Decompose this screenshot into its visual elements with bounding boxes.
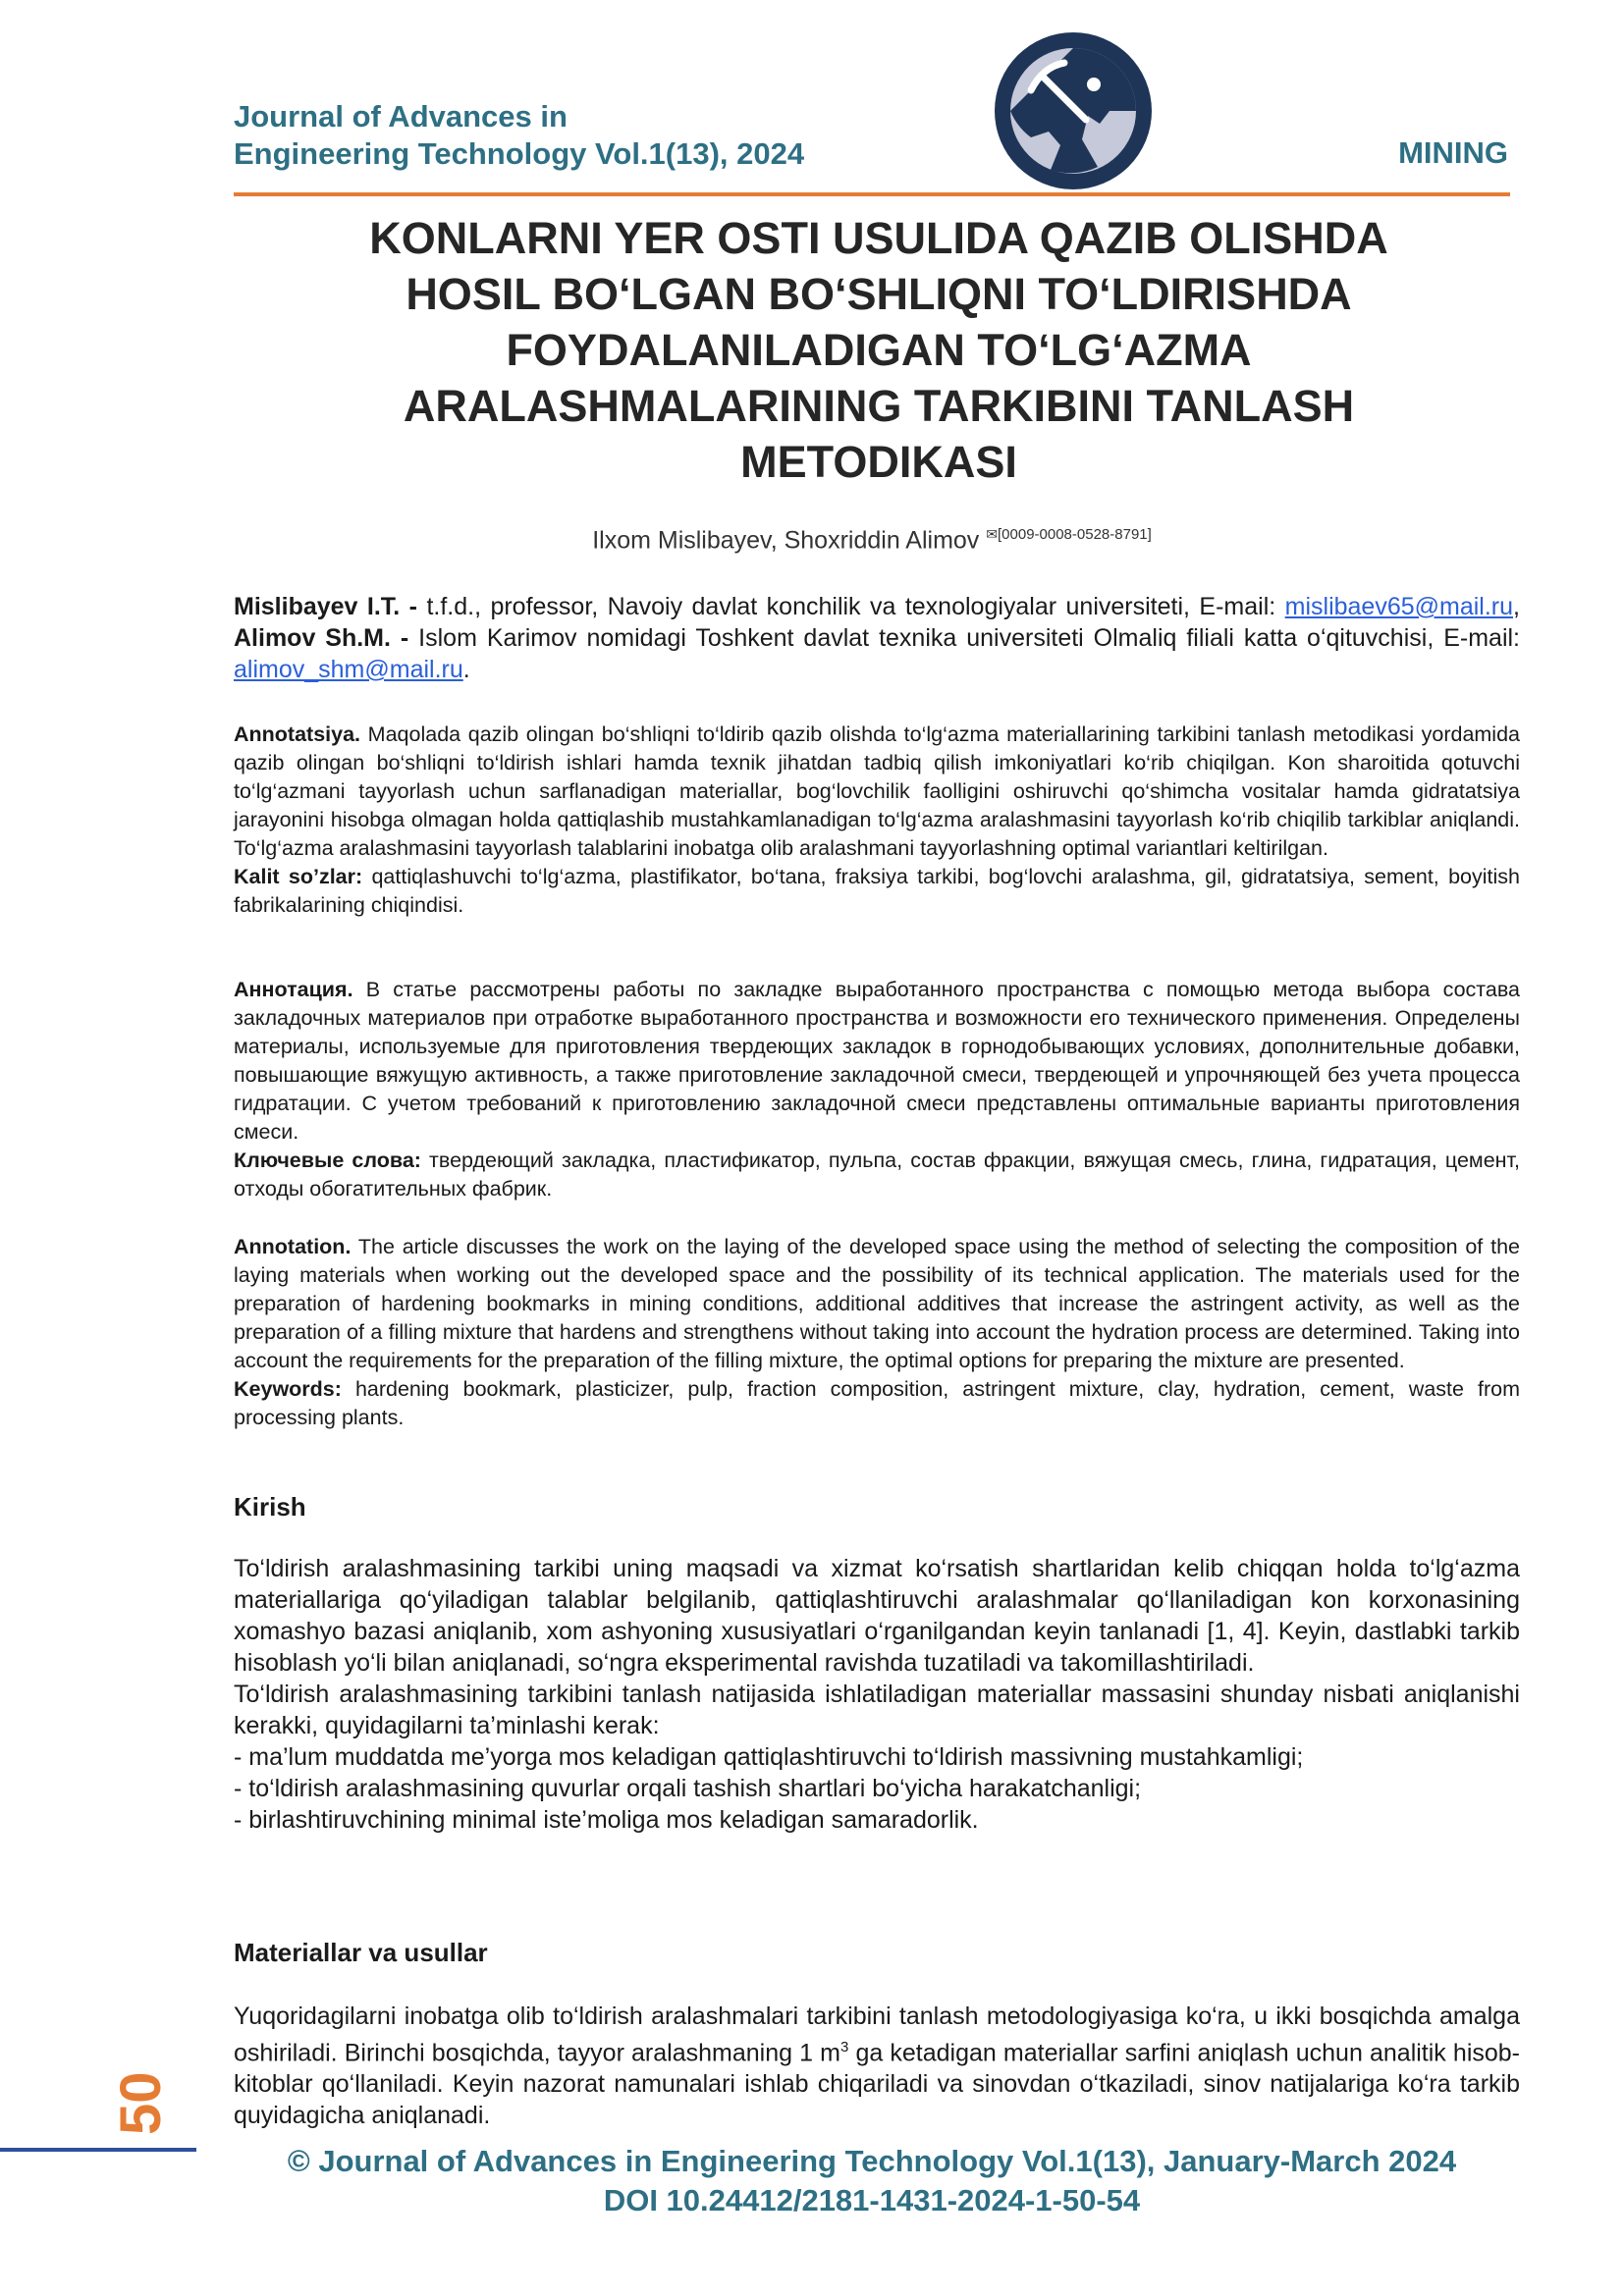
author-affiliations <box>234 591 1520 685</box>
header-divider <box>234 192 1510 196</box>
abstract-text: В статье рассмотрены работы по закладке выработанного пространства с помощью метода выбора состава закладочных материалов при отработке выработанного пространства и возможности его технического применения. Определены материалы, используемые для приготовления твердеющих закладок в горнодобывающих условиях, дополнительные добавки, повышающие вяжущую активность, а также приготовление закладочной смеси, твердеющей и упрочняющей без учета процесса гидратации. С учетом требований к приготовлению закладочной смеси представлены оптимальные варианты приготовления смеси. <box>234 978 1520 1144</box>
journal-logo-icon <box>992 29 1155 192</box>
abstract-text: The article discusses the work on the laying of the developed space using the method of selecting the composition of the laying materials when working out the developed space and the possibility of its technical application. The materials used for the preparation of hardening bookmarks in mining conditions, additional additives that increase the astringent activity, as well as the preparation of a filling mixture that hardens and strengthens without taking into account the hydration process are determined. Taking into account the requirements for the preparation of the filling mixture, the optimal options for preparing the mixture are presented. <box>234 1235 1520 1372</box>
list-item: - birlashtiruvchining minimal iste’moliga mos keladigan samaradorlik. <box>234 1806 979 1834</box>
page-number-text: 50 <box>109 2071 173 2135</box>
abstract-text: Maqolada qazib olingan bo‘shliqni to‘ldirib qazib olishda to‘lg‘azma materiallarining tarkibini tanlash metodikasi yordamida qazib olingan bo‘shliqni to‘ldirish ishlari hamda texnik jihatdan tadbiq qilish imkoniyatlari ko‘rib chiqilgan. Kon sharoitida qotuvchi to‘lg‘azmani tayyorlash uchun sarflanadigan materiallar, bog‘lovchilik faolligini oshiruvchi qo‘shimcha vositalar hamda gidratatsiya jarayonini hisobga olmagan holda qattiqlashib mustahkamlanadigan to‘lg‘azma aralashmasini tayyorlash ko‘rib chiqilib tarkiblar aniqlandi. To‘lg‘azma aralashmasini tayyorlash talablarini inobatga olib aralashmani tayyorlashning optimal variantlari keltirilgan. <box>234 722 1520 860</box>
abstract-english <box>234 1233 1520 1432</box>
title-line: KONLARNI YER OSTI USULIDA QAZIB OLISHDA <box>369 213 1388 263</box>
separator: , <box>1513 593 1520 620</box>
footer-doi[interactable]: DOI 10.24412/2181-1431-2024-1-50-54 <box>603 2183 1141 2217</box>
journal-name-line1: Journal of Advances in <box>234 99 568 133</box>
title-line: METODIKASI <box>740 437 1017 487</box>
author1-email-link[interactable]: mislibaev65@mail.ru <box>1284 593 1514 620</box>
title-line: HOSIL BO‘LGAN BO‘SHLIQNI TO‘LDIRISHDA <box>406 269 1352 319</box>
paragraph: To‘ldirish aralashmasining tarkibi uning maqsadi va xizmat ko‘rsatish shartlaridan kelib chiqqan holda to‘lg‘azma materiallariga qo‘yiladigan talablar belgilanib, qattiqlashtiruvchi aralashmalar qo‘llaniladigan kon korxonasining xomashyo bazasi aniqlanib, xom ashyoning xususiyatlari o‘rganilgandan keyin tanlanadi [1, 4]. Keyin, dastlabki tarkib hisoblash yo‘li bilan aniqlanadi, so‘ngra eksperimental ravishda tuzatiladi va takomillashtiriladi. <box>234 1555 1520 1677</box>
superscript: 3 <box>839 2039 849 2056</box>
author1-affiliation: t.f.d., professor, Navoiy davlat konchilik va texnologiyalar universiteti, E-mail: <box>417 593 1285 620</box>
footer <box>234 2142 1510 2220</box>
list-item: - to‘ldirish aralashmasining quvurlar orqali tashish shartlari bo‘yicha harakatchanligi; <box>234 1775 1142 1802</box>
section-label: MINING <box>1398 135 1508 170</box>
journal-name-line2: Engineering Technology Vol.1(13), 2024 <box>234 136 805 171</box>
section-heading-introduction: Kirish <box>234 1492 306 1522</box>
envelope-icon: ✉ <box>986 526 998 542</box>
materials-body <box>234 2001 1520 2131</box>
author2-affiliation: Islom Karimov nomidagi Toshkent davlat texnika universiteti Olmaliq filiali katta o‘qituvchisi, E-mail: <box>408 624 1520 652</box>
end-punctuation: . <box>462 656 470 683</box>
list-item: - ma’lum muddatda me’yorga mos keladigan qattiqlashtiruvchi to‘ldirish massivning mustahkamligi; <box>234 1743 1304 1771</box>
abstract-russian <box>234 976 1520 1203</box>
keywords-text: qattiqlashuvchi to‘lg‘azma, plastifikator, bo‘tana, fraksiya tarkibi, bog‘lovchi aralashma, gil, gidratatsiya, sement, boyitish fabrikalarining chiqindisi. <box>234 865 1520 917</box>
title-line: FOYDALANILADIGAN TO‘LG‘AZMA <box>506 325 1252 375</box>
keywords-label: Kalit so’zlar: <box>234 865 363 888</box>
journal-header <box>234 98 804 173</box>
article-title <box>245 210 1512 490</box>
abstract-uzbek <box>234 721 1520 920</box>
abstract-label: Annotation. <box>234 1235 352 1258</box>
keywords-label: Keywords: <box>234 1377 342 1401</box>
keywords-text: hardening bookmark, plasticizer, pulp, fraction composition, astringent mixture, clay, hydration, cement, waste from processing plants. <box>234 1377 1520 1429</box>
author2-email-link[interactable]: alimov_shm@mail.ru <box>234 656 463 683</box>
keywords-label: Ключевые слова: <box>234 1148 421 1172</box>
author1-name: Mislibayev I.T. - <box>234 593 417 620</box>
footer-accent-line <box>0 2148 196 2152</box>
paragraph: To‘ldirish aralashmasining tarkibini tanlash natijasida ishlatiladigan materiallar massasini shunday nisbati aniqlanishi kerakki, quyidagilarni ta’minlashi kerak: <box>234 1681 1520 1739</box>
section-heading-materials: Materiallar va usullar <box>234 1938 488 1967</box>
keywords-text: твердеющий закладка, пластификатор, пульпа, состав фракции, вяжущая смесь, глина, гидратация, цемент, отходы обогатительных фабрик. <box>234 1148 1520 1201</box>
orcid-id[interactable]: [0009-0008-0528-8791] <box>998 526 1152 543</box>
page-number <box>108 2037 173 2135</box>
paragraph-part: ga ketadigan materiallar sarfini aniqlash uchun analitik hisob-kitoblar qo‘llaniladi. Keyin nazorat namunalari ishlab chiqariladi va sinovdan o‘tkaziladi, sinov natijalariga ko‘ra tarkib quyidagicha aniqlanadi. <box>234 2039 1521 2130</box>
author-names: Ilxom Mislibayev, Shoxriddin Alimov <box>592 526 980 555</box>
author2-name: Alimov Sh.M. - <box>234 624 409 652</box>
abstract-label: Annotatsiya. <box>234 722 361 746</box>
paragraph-part: Yuqoridagilarni inobatga olib to‘ldirish aralashmalari tarkibini tanlash metodologiyasiga ko‘ra, u ikki bosqichda amalga oshiriladi. Birinchi bosqichda, tayyor aralashmaning 1 m <box>234 2002 1520 2067</box>
abstract-label: Аннотация. <box>234 978 353 1001</box>
author-list <box>234 526 1510 555</box>
footer-copyright: © Journal of Advances in Engineering Technology Vol.1(13), January-March 2024 <box>287 2144 1457 2178</box>
introduction-body <box>234 1553 1520 1836</box>
title-line: ARALASHMALARINING TARKIBINI TANLASH <box>403 381 1355 431</box>
